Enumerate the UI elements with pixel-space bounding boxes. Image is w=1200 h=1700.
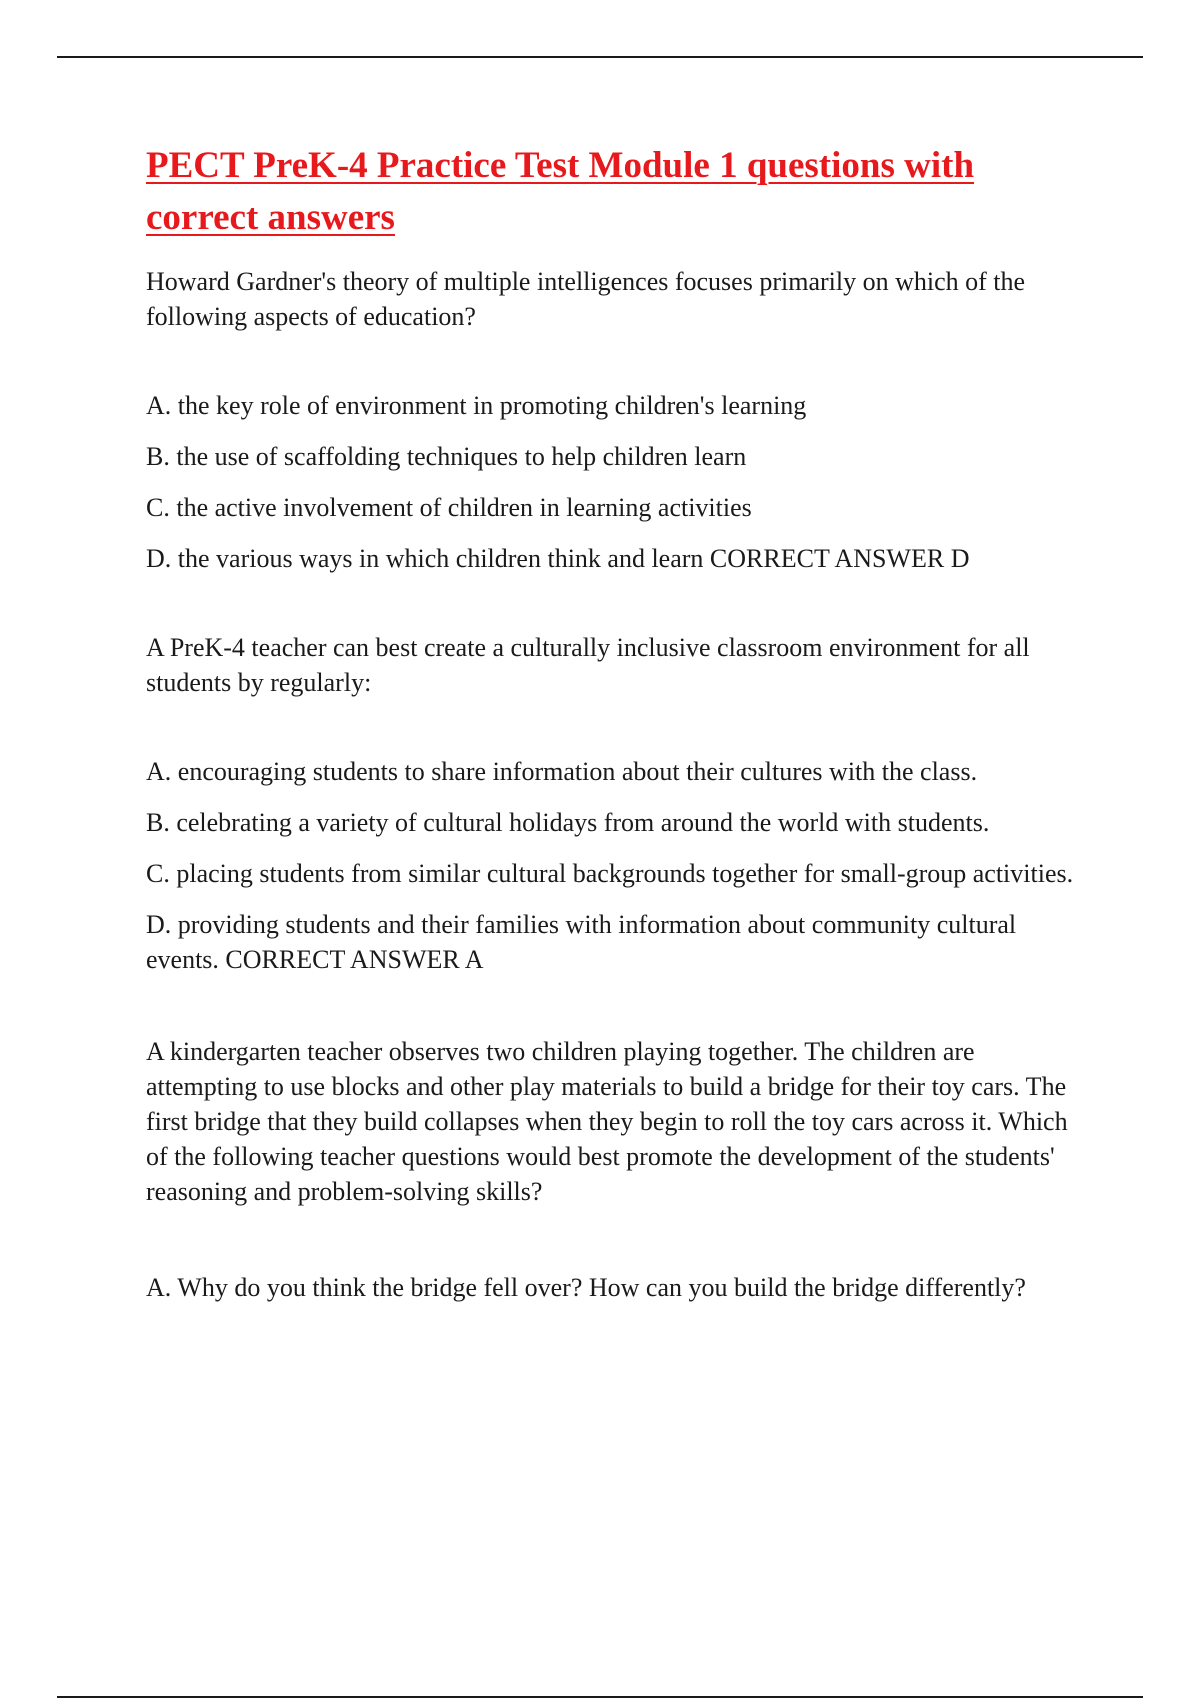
question-1-option-a: A. the key role of environment in promoting children's learning <box>146 391 807 420</box>
question-2-option-a: A. encouraging students to share information about their cultures with the class. <box>146 757 978 786</box>
question-1-option-c: C. the active involvement of children in learning activities <box>146 493 752 522</box>
question-2-option-c: C. placing students from similar cultural backgrounds together for small-group activities. <box>146 859 1074 888</box>
question-2-option-b: B. celebrating a variety of cultural holidays from around the world with students. <box>146 808 990 837</box>
question-1-option-d: D. the various ways in which children think and learn CORRECT ANSWER D <box>146 544 970 573</box>
top-rule <box>57 56 1143 58</box>
question-2-prompt: A PreK-4 teacher can best create a culturally inclusive classroom environment for all students by regularly: <box>146 633 1030 697</box>
document-title: PECT PreK-4 Practice Test Module 1 questions with correct answers <box>146 145 975 238</box>
question-1-options <box>146 388 1076 576</box>
bottom-rule <box>57 1696 1143 1698</box>
question-1-prompt: Howard Gardner's theory of multiple intelligences focuses primarily on which of the following aspects of education? <box>146 267 1026 331</box>
question-1-option-b: B. the use of scaffolding techniques to help children learn <box>146 442 747 471</box>
document-body <box>146 140 1076 1313</box>
question-3-options <box>146 1263 1076 1313</box>
question-2-option-d: D. providing students and their families with information about community cultural events. CORRECT ANSWER A <box>146 910 1017 974</box>
question-3-option-a: A. Why do you think the bridge fell over? How can you build the bridge differently? <box>146 1273 1026 1302</box>
question-3-prompt: A kindergarten teacher observes two children playing together. The children are attempting to use blocks and other play materials to build a bridge for their toy cars. The first bridge that they build collapses when they begin to roll the toy cars across it. Which of the following teacher questions would best promote the development of the students' reasoning and problem-solving skills? <box>146 1037 1068 1206</box>
question-2-options <box>146 754 1076 977</box>
